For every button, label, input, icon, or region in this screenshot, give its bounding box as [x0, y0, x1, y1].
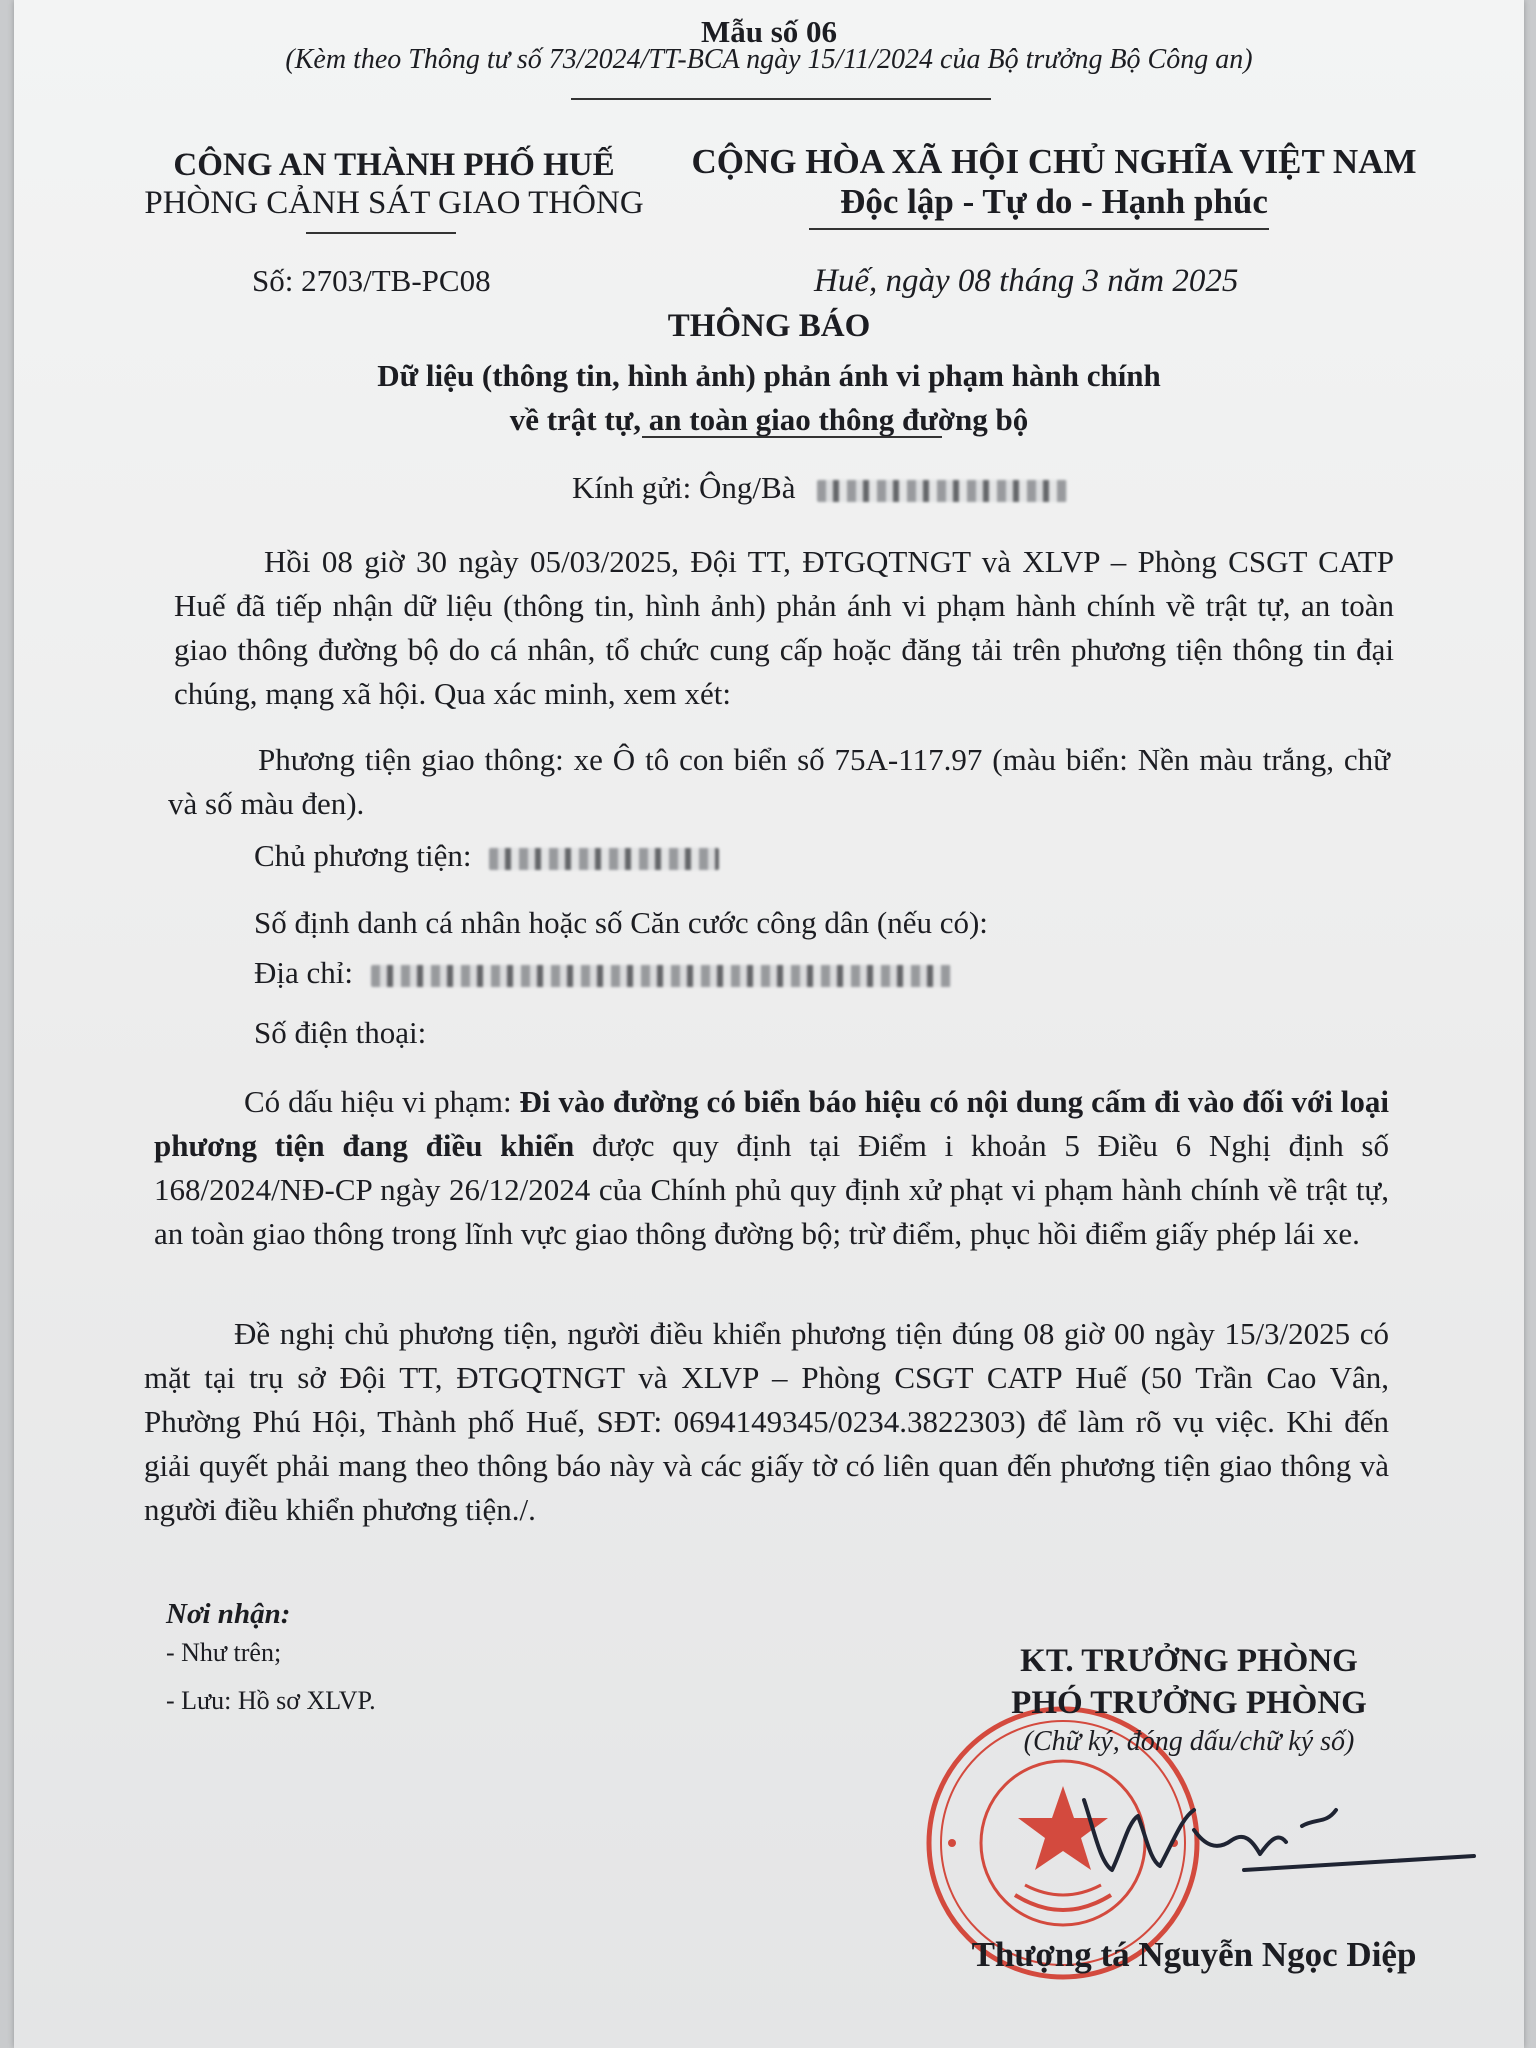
recipient-item: - Như trên; [166, 1638, 282, 1667]
paragraph-text: Phương tiện giao thông: xe Ô tô con biển số 75A-117.97 (màu biển: Nền màu trắng, chữ và số màu đen). [168, 742, 1390, 821]
paragraph-violation [154, 1080, 1389, 1256]
document-subtitle [14, 354, 1524, 442]
violation-description: Đi vào đường có biển báo hiệu có nội dung cấm đi vào đối với loại phương tiện đang điều khiển [154, 1084, 1389, 1163]
redacted-address [371, 965, 951, 987]
document-title: THÔNG BÁO [667, 308, 871, 344]
address-field [254, 955, 951, 991]
paragraph-text [154, 1080, 1389, 1256]
signature-note: (Chữ ký, đóng dấu/chữ ký số) [1023, 1726, 1355, 1757]
violation-lead: Có dấu hiệu vi phạm: [244, 1084, 520, 1119]
id-label: Số định danh cá nhân hoặc số Căn cước công dân (nếu có): [254, 905, 988, 940]
issuing-agency [124, 146, 664, 222]
address-label: Địa chỉ: [254, 955, 353, 990]
divider [306, 232, 456, 234]
agency-department: PHÒNG CẢNH SÁT GIAO THÔNG [144, 185, 644, 221]
nation-motto: Độc lập - Tự do - Hạnh phúc [840, 182, 1268, 221]
subtitle-line1: Dữ liệu (thông tin, hình ảnh) phản ánh vi phạm hành chính [377, 358, 1161, 393]
signer-name: Thượng tá Nguyễn Ngọc Diệp [971, 1935, 1417, 1974]
subtitle-line2: về trật tự, an toàn giao thông đường bộ [509, 402, 1029, 437]
owner-label: Chủ phương tiện: [254, 838, 472, 873]
paragraph-text: Hồi 08 giờ 30 ngày 05/03/2025, Đội TT, ĐTGQTNGT và XLVP – Phòng CSGT CATP Huế đã tiếp nhận dữ liệu (thông tin, hình ảnh) phản ánh vi phạm hành chính về trật tự, an toàn giao thông đường bộ do cá nhân, tổ chức cung cấp hoặc đăng tải trên phương tiện thông tin đại chúng, mạng xã hội. Qua xác minh, xem xét: [174, 544, 1394, 711]
phone-field [254, 1015, 426, 1051]
divider [642, 436, 942, 438]
national-motto [674, 142, 1434, 222]
paragraph-receipt [174, 540, 1394, 716]
recipients-heading: Nơi nhận: [166, 1598, 291, 1630]
violation-legal-basis: được quy định tại Điểm i khoản 5 Điều 6 Nghị định số 168/2024/NĐ-CP ngày 26/12/2024 của Chính phủ quy định xử phạt vi phạm hành chính về trật tự, an toàn giao thông trong lĩnh vực giao thông đường bộ; trừ điểm, phục hồi điểm giấy phép lái xe. [154, 1128, 1390, 1251]
divider [809, 228, 1269, 230]
salutation-label: Kính gửi: Ông/Bà [572, 470, 796, 505]
paragraph-text: Đề nghị chủ phương tiện, người điều khiển phương tiện đúng 08 giờ 00 ngày 15/3/2025 có mặt tại trụ sở Đội TT, ĐTGQTNGT và XLVP – Phòng CSGT CATP Huế (50 Trần Cao Vân, Phường Phú Hội, Thành phố Huế, SĐT: 0694149345/0234.3822303) để làm rõ vụ việc. Khi đến giải quyết phải mang theo thông báo này và các giấy tờ có liên quan đến phương tiện giao thông và người điều khiển phương tiện./. [144, 1316, 1389, 1527]
nation-name: CỘNG HÒA XÃ HỘI CHỦ NGHĨA VIỆT NAM [691, 142, 1417, 181]
handwritten-signature [1064, 1770, 1484, 1890]
form-reference: (Kèm theo Thông tư số 73/2024/TT-BCA ngày 15/11/2024 của Bộ trưởng Bộ Công an) [285, 44, 1253, 75]
paragraph-vehicle [168, 738, 1390, 826]
signature-position: PHÓ TRƯỞNG PHÒNG [1011, 1685, 1367, 1721]
divider [571, 98, 991, 100]
place-date: Huế, ngày 08 tháng 3 năm 2025 [814, 263, 1239, 299]
agency-name: CÔNG AN THÀNH PHỐ HUẾ [173, 147, 615, 183]
document-number: Số: 2703/TB-PC08 [252, 263, 491, 298]
redacted-owner [489, 848, 719, 870]
recipient-item: - Lưu: Hồ sơ XLVP. [166, 1686, 376, 1715]
salutation [572, 470, 1067, 506]
id-field [254, 905, 988, 941]
owner-field [254, 838, 719, 874]
form-number: Mẫu số 06 [700, 14, 838, 49]
paragraph-request [144, 1312, 1389, 1532]
signature-block [914, 1640, 1464, 1724]
redacted-name [817, 480, 1067, 502]
document-page [14, 0, 1524, 2048]
phone-label: Số điện thoại: [254, 1015, 427, 1050]
signature-title: KT. TRƯỞNG PHÒNG [1020, 1643, 1358, 1679]
